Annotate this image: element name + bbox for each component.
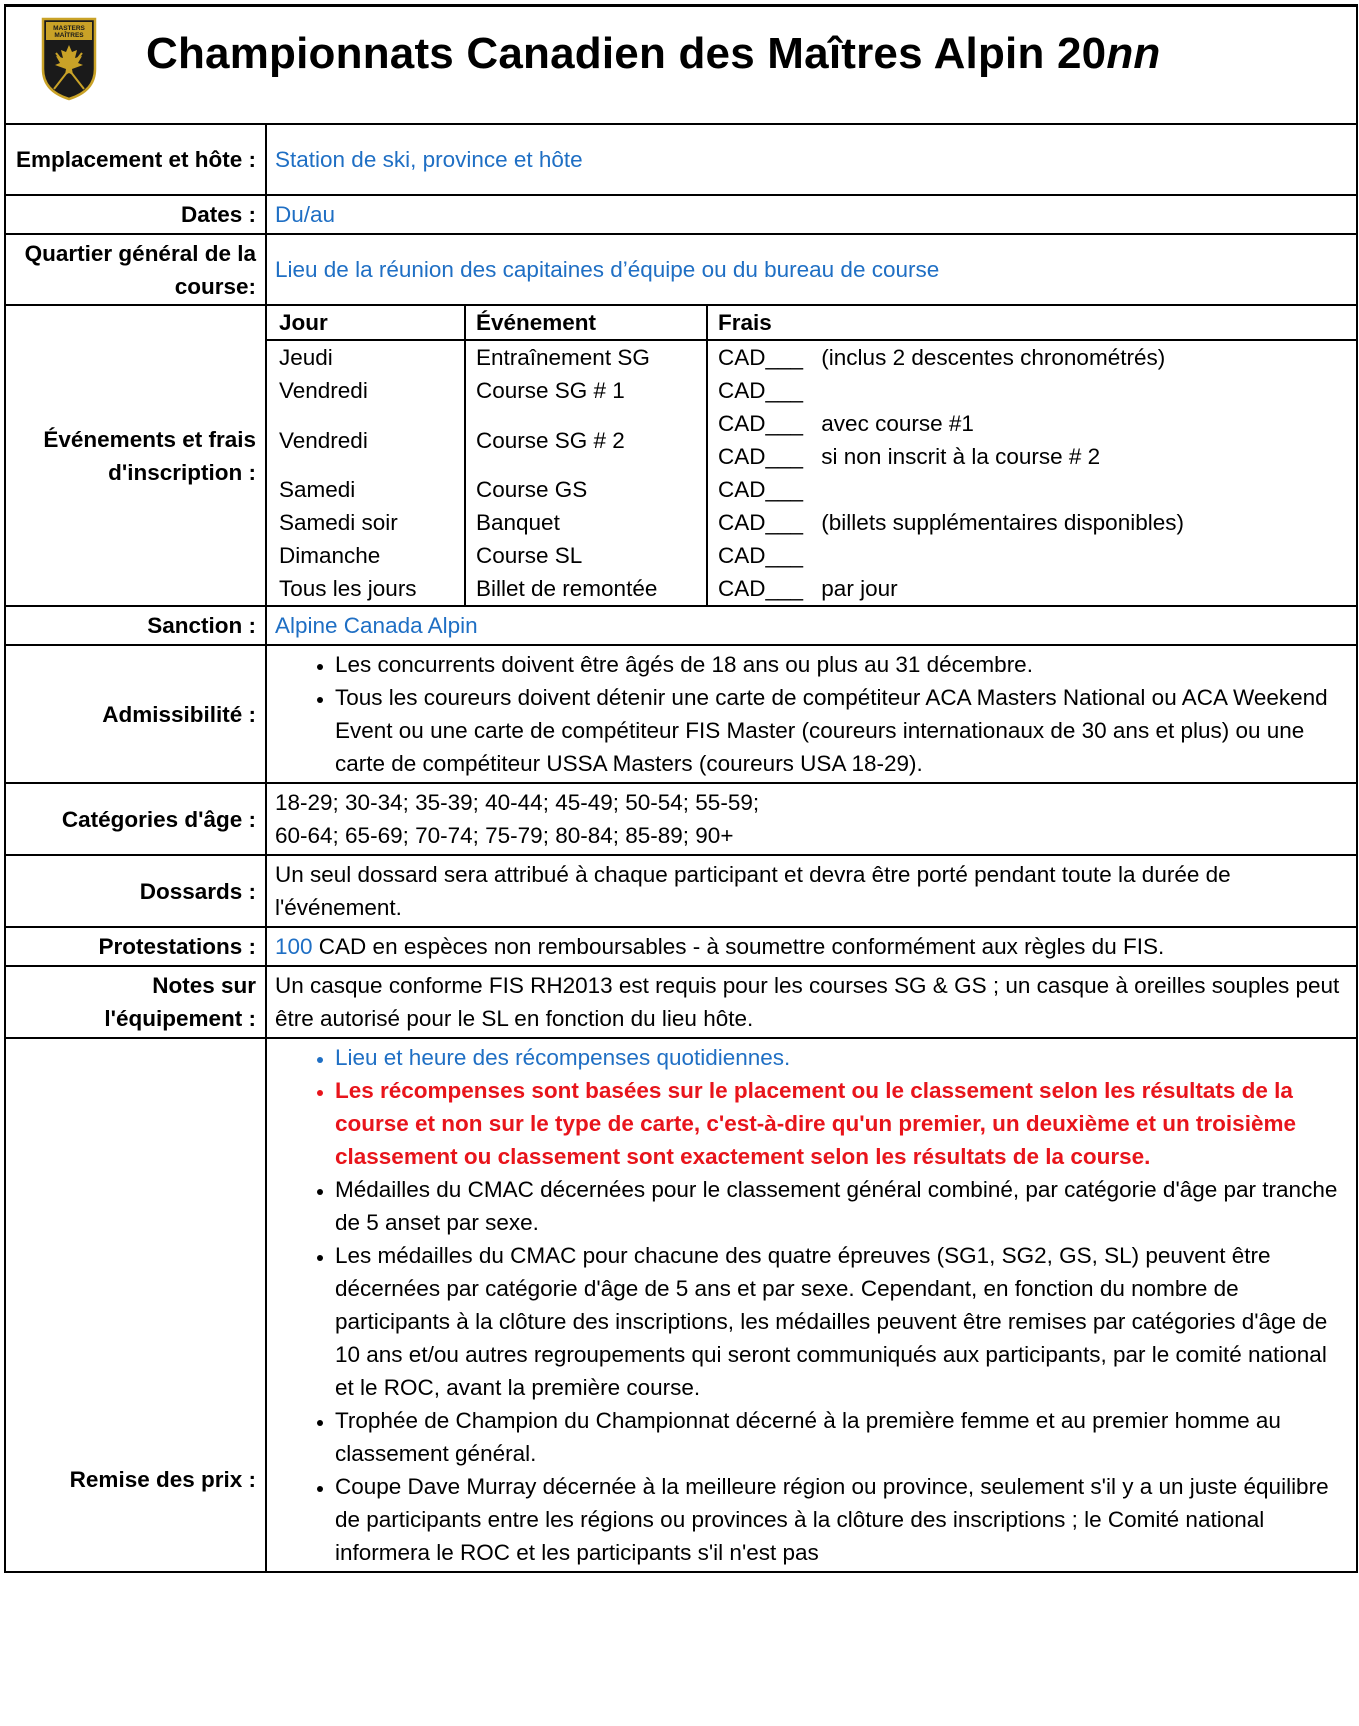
awards-label: Remise des prix :	[6, 1038, 266, 1572]
event-day: Jeudi	[279, 345, 333, 370]
event-fee: CAD___	[707, 473, 1356, 506]
hq-label: Quartier général de la course:	[6, 234, 266, 305]
event-row	[267, 374, 1356, 407]
row-sanction	[6, 606, 1356, 645]
masters-logo-icon	[40, 17, 98, 101]
event-fee: CAD___	[707, 374, 1356, 407]
age-value: 18-29; 30-34; 35-39; 40-44; 45-49; 50-54; 55-59; 60-64; 65-69; 70-74; 75-79; 80-84; 85-89; 90+	[266, 783, 1356, 855]
location-value: Station de ski, province et hôte	[266, 125, 1356, 195]
event-name: Course SL	[465, 539, 707, 572]
event-fee: CAD___	[707, 539, 1356, 572]
list-item: • Coupe Dave Murray décernée à la meilleure région ou province, seulement s'il y a un juste équilibre de participants entre les régions ou provinces à la clôture des inscriptions ; le Comité national informera le ROC et les participants s'il n'est pas	[335, 1470, 1348, 1569]
equipment-value: Un casque conforme FIS RH2013 est requis pour les courses SG & GS ; un casque à oreilles souples peut être autorisé pour le SL en fonction du lieu hôte.	[266, 966, 1356, 1038]
event-name: Course SG # 2	[465, 407, 707, 473]
sanction-label: Sanction :	[6, 606, 266, 645]
row-dates	[6, 195, 1356, 234]
event-day: Tous les jours	[279, 576, 417, 601]
row-awards	[6, 1038, 1356, 1572]
event-day: Vendredi	[279, 378, 368, 403]
events-label: Événements et frais d'inscription :	[6, 305, 266, 606]
event-name: Entraînement SG	[465, 340, 707, 374]
header-day: Jour	[267, 306, 465, 340]
event-day: Samedi	[279, 477, 356, 502]
event-name: Banquet	[465, 506, 707, 539]
header-event: Événement	[465, 306, 707, 340]
protests-value: 100 CAD en espèces non remboursables - à soumettre conformément aux règles du FIS.	[266, 927, 1356, 966]
awards-value	[266, 1038, 1356, 1572]
age-label: Catégories d'âge :	[6, 783, 266, 855]
event-row	[267, 506, 1356, 539]
bibs-value: Un seul dossard sera attribué à chaque participant et devra être porté pendant toute la durée de l'événement.	[266, 855, 1356, 927]
row-hq	[6, 234, 1356, 305]
eligibility-label: Admissibilité :	[6, 645, 266, 783]
svg-text:MASTERS: MASTERS	[53, 25, 85, 32]
document	[4, 4, 1358, 1573]
events-header	[267, 306, 1356, 340]
event-row	[267, 539, 1356, 572]
eligibility-value	[266, 645, 1356, 783]
list-item: • Trophée de Champion du Championnat décerné à la première femme et au premier homme au classement général.	[335, 1404, 1348, 1470]
event-day: Dimanche	[279, 543, 381, 568]
header-fee: Frais	[707, 306, 1356, 340]
event-fee: CAD___ par jour	[707, 572, 1356, 605]
row-bibs	[6, 855, 1356, 927]
row-protests	[6, 927, 1356, 966]
event-day: Samedi soir	[279, 510, 398, 535]
row-equipment	[6, 966, 1356, 1038]
info-table	[6, 125, 1356, 1573]
event-row	[267, 473, 1356, 506]
list-item: • Les concurrents doivent être âgés de 18 ans ou plus au 31 décembre.	[335, 648, 1348, 681]
event-day: Vendredi	[279, 427, 368, 453]
hq-value: Lieu de la réunion des capitaines d’équipe ou du bureau de course	[266, 234, 1356, 305]
row-eligibility	[6, 645, 1356, 783]
event-row	[267, 407, 1356, 473]
row-events	[6, 305, 1356, 606]
list-item: • Lieu et heure des récompenses quotidiennes.	[335, 1041, 1348, 1074]
list-item: • Médailles du CMAC décernées pour le classement général combiné, par catégorie d'âge par tranche de 5 anset par sexe.	[335, 1173, 1348, 1239]
events-cell	[266, 305, 1356, 606]
header	[6, 7, 1356, 125]
equipment-label: Notes sur l'équipement :	[6, 966, 266, 1038]
protests-label: Protestations :	[6, 927, 266, 966]
row-location	[6, 125, 1356, 195]
page-title: Championnats Canadien des Maîtres Alpin 20nn	[146, 29, 1161, 78]
event-name: Course SG # 1	[465, 374, 707, 407]
event-row	[267, 572, 1356, 605]
location-label: Emplacement et hôte :	[6, 125, 266, 195]
list-item: • Les récompenses sont basées sur le placement ou le classement selon les résultats de la course et non sur le type de carte, c'est-à-dire qu'un premier, un deuxième et un troisième classement ou classement sont exactement selon les résultats de la course.	[335, 1074, 1348, 1173]
events-table	[267, 306, 1356, 605]
dates-value: Du/au	[266, 195, 1356, 234]
event-name: Billet de remontée	[465, 572, 707, 605]
awards-list	[275, 1041, 1348, 1569]
event-fee: CAD___ (billets supplémentaires disponibles)	[707, 506, 1356, 539]
event-fee: CAD___ (inclus 2 descentes chronométrés)	[707, 340, 1356, 374]
eligibility-list	[275, 648, 1348, 780]
sanction-value: Alpine Canada Alpin	[266, 606, 1356, 645]
bibs-label: Dossards :	[6, 855, 266, 927]
event-row	[267, 340, 1356, 374]
list-item: • Les médailles du CMAC pour chacune des quatre épreuves (SG1, SG2, GS, SL) peuvent être décernées par catégorie d'âge de 5 ans et par sexe. Cependant, en fonction du nombre de participants à la clôture des inscriptions, les médailles peuvent être remises par catégories d'âge de 10 ans et/ou autres regroupements qui seront communiqués aux participants, par le comité national et le ROC, avant la première course.	[335, 1239, 1348, 1404]
row-age	[6, 783, 1356, 855]
event-fee: CAD___ avec course #1 CAD___ si non inscrit à la course # 2	[707, 407, 1356, 473]
event-name: Course GS	[465, 473, 707, 506]
list-item: • Tous les coureurs doivent détenir une carte de compétiteur ACA Masters National ou ACA Weekend Event ou une carte de compétiteur FIS Master (coureurs internationaux de 30 ans et plus) ou une carte de compétiteur USSA Masters (coureurs USA 18-29).	[335, 681, 1348, 780]
dates-label: Dates :	[6, 195, 266, 234]
svg-text:MAÎTRES: MAÎTRES	[54, 32, 84, 39]
